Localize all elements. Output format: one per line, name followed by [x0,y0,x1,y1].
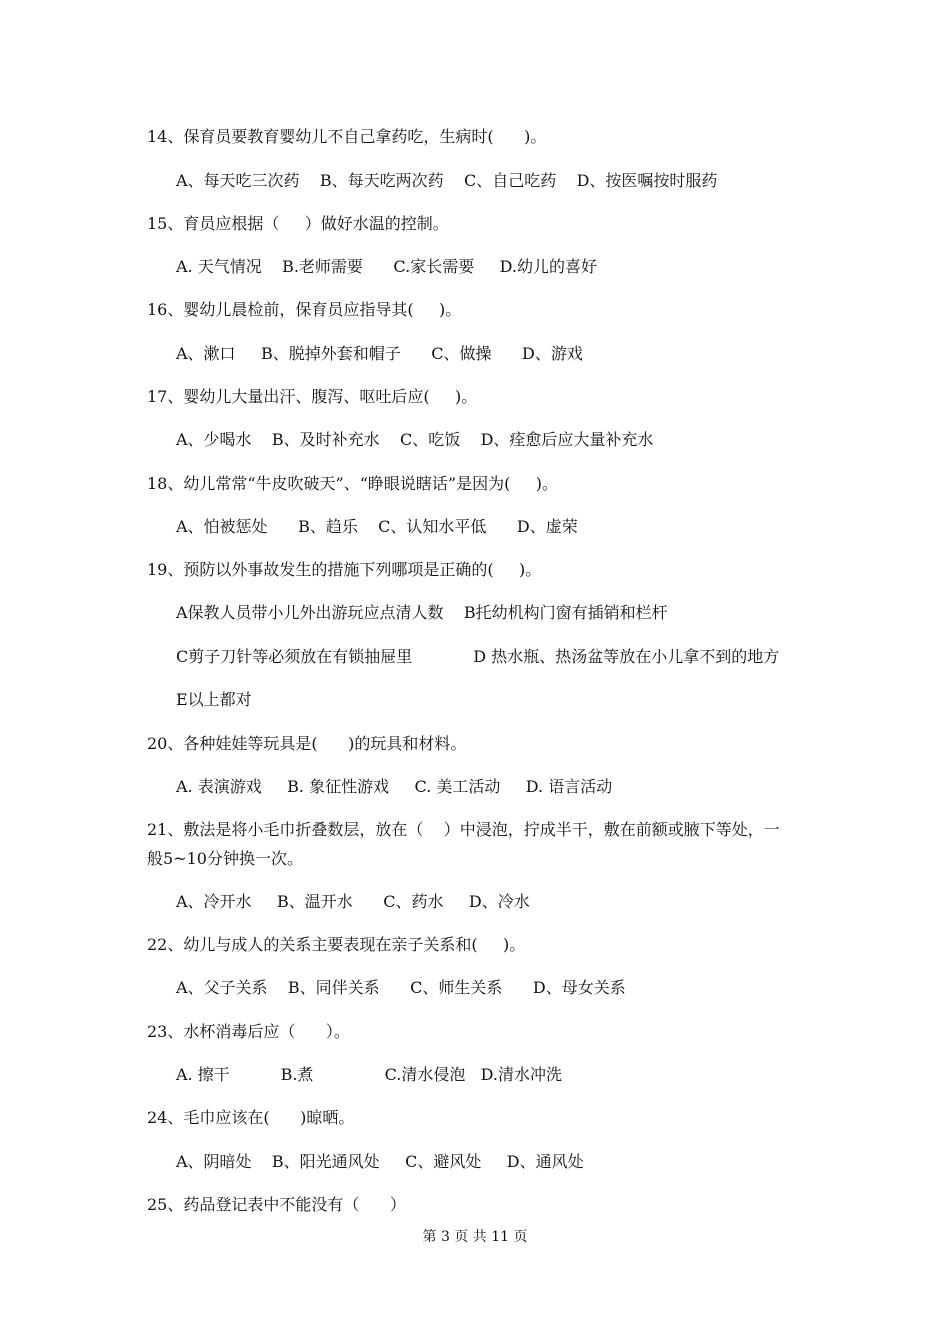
question-14: 14、保育员要教育婴幼儿不自己拿药吃，生病时( )。 [147,127,547,146]
question-25: 25、药品登记表中不能没有（ ） [147,1195,406,1214]
question-23: 23、水杯消毒后应（ ）。 [147,1022,350,1041]
question-23-options: A. 擦干 B.煮 C.清水侵泡 D.清水冲洗 [176,1065,562,1084]
question-24: 24、毛巾应该在( )晾晒。 [147,1108,355,1127]
question-18: 18、幼儿常常“牛皮吹破天”、“睁眼说瞎话”是因为( )。 [147,474,558,493]
page-number-footer: 第 3 页 共 11 页 [422,1229,528,1245]
question-19-options-ab: A保教人员带小儿外出游玩应点清人数 B托幼机构门窗有插销和栏杆 [176,603,668,622]
question-24-options: A、阴暗处 B、阳光通风处 C、避风处 D、通风处 [176,1152,584,1171]
question-18-options: A、怕被惩处 B、趋乐 C、认知水平低 D、虚荣 [176,517,578,536]
question-21-options: A、冷开水 B、温开水 C、药水 D、冷水 [176,892,530,911]
question-15-options: A. 天气情况 B.老师需要 C.家长需要 D.幼儿的喜好 [176,257,597,276]
question-17: 17、婴幼儿大量出汗、腹泻、呕吐后应( )。 [147,387,478,406]
question-20: 20、各种娃娃等玩具是( )的玩具和材料。 [147,734,467,753]
question-14-options: A、每天吃三次药 B、每天吃两次药 C、自己吃药 D、按医嘱按时服药 [176,171,718,190]
question-22-options: A、父子关系 B、同伴关系 C、师生关系 D、母女关系 [176,978,626,997]
question-15: 15、育员应根据（ ）做好水温的控制。 [147,214,449,233]
question-16-options: A、漱口 B、脱掉外套和帽子 C、做操 D、游戏 [176,344,583,363]
question-16: 16、婴幼儿晨检前，保育员应指导其( )。 [147,300,462,319]
question-22: 22、幼儿与成人的关系主要表现在亲子关系和( )。 [147,935,526,954]
question-21-continued: 般5~10分钟换一次。 [147,849,303,868]
question-21: 21、敷法是将小毛巾折叠数层，放在（ ）中浸泡，拧成半干，敷在前额或腋下等处，一 [147,820,780,839]
question-17-options: A、少喝水 B、及时补充水 C、吃饭 D、痊愈后应大量补充水 [176,430,654,449]
question-20-options: A. 表演游戏 B. 象征性游戏 C. 美工活动 D. 语言活动 [176,777,613,796]
question-19: 19、预防以外事故发生的措施下列哪项是正确的( )。 [147,560,542,579]
question-19-option-e: E以上都对 [176,690,252,709]
question-19-options-cd: C剪子刀针等必须放在有锁抽屉里 D 热水瓶、热汤盆等放在小儿拿不到的地方 [176,647,780,666]
